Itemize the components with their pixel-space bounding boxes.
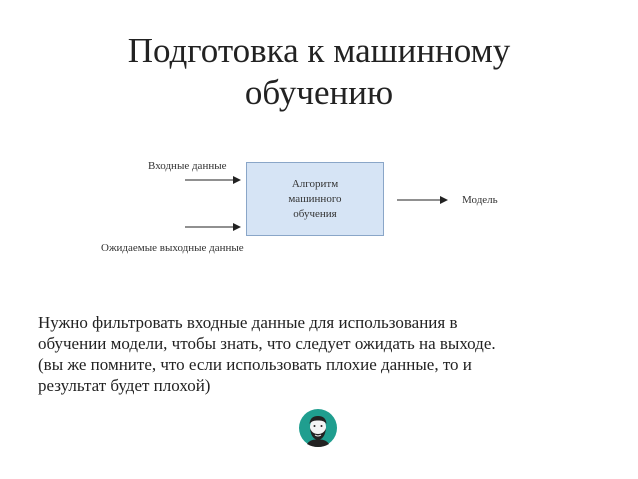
slide-title xyxy=(0,30,638,114)
ml-diagram xyxy=(0,150,638,265)
body-line-2: обучении модели, чтобы знать, что следует ожидать на выходе. xyxy=(38,334,496,353)
algorithm-label-line-2: машинного xyxy=(288,192,342,205)
algorithm-label-line-1: Алгоритм xyxy=(291,177,339,190)
algorithm-label-line-3: обучения xyxy=(293,207,337,220)
body-line-1: Нужно фильтровать входные данные для использования в xyxy=(38,313,458,332)
bearded-man-avatar-icon xyxy=(298,408,338,448)
body-line-4: результат будет плохой) xyxy=(38,376,211,395)
body-text xyxy=(38,312,598,396)
expected-output-label: Ожидаемые выходные данные xyxy=(101,242,244,254)
body-line-3: (вы же помните, что если использовать плохие данные, то и xyxy=(38,355,472,374)
algorithm-box xyxy=(246,162,384,236)
slide-title-line-1: Подготовка к машинному xyxy=(127,31,511,70)
model-label: Модель xyxy=(462,194,498,206)
input-data-label: Входные данные xyxy=(148,160,227,172)
slide-title-line-2: обучению xyxy=(244,73,394,112)
